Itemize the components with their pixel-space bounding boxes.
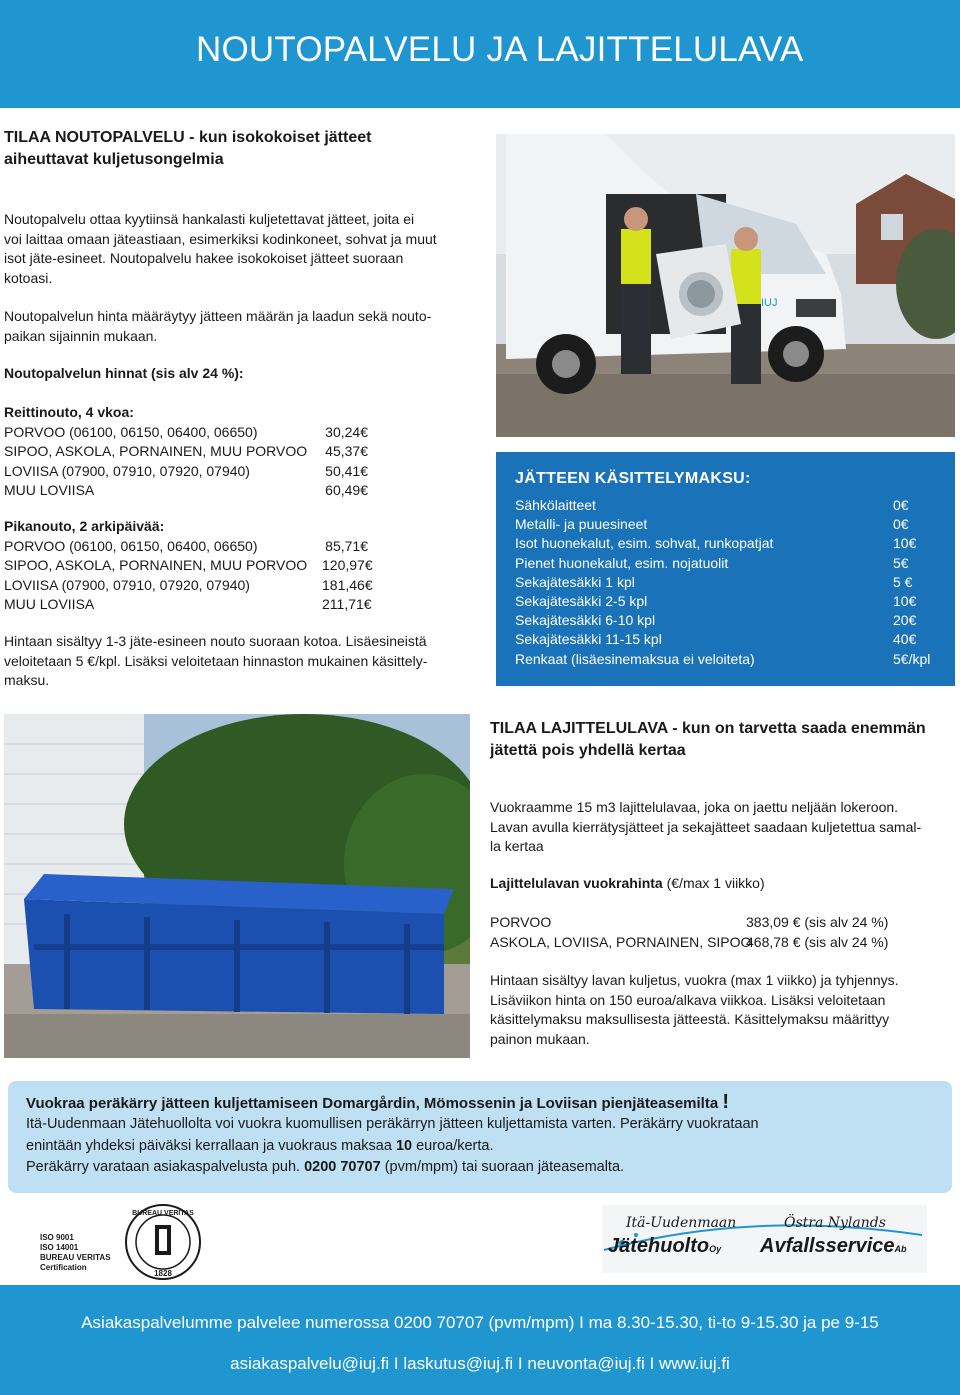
heading-line: TILAA NOUTOPALVELU - kun isokokoiset jätteet [4,129,372,146]
page-title: NOUTOPALVELU JA LAJITTELULAVA [196,30,804,69]
rent-price: 383,09 € (sis alv 24 %) [746,914,889,930]
fee-price: 5€/kpl [893,650,931,667]
text-line: Noutopalvelu ottaa kyytiinsä hankalasti kuljetettavat jätteet, joita ei [4,211,415,227]
text-line: Hintaan sisältyy 1-3 jäte-esineen nouto suoraan kotoa. Lisäesineistä [4,633,427,649]
noutopalvelu-footnote [4,632,484,691]
rent-location: ASKOLA, LOVIISA, PORNAINEN, SIPOO [490,933,752,950]
price-location: PORVOO (06100, 06150, 06400, 06650) [4,423,258,440]
price-row [4,537,368,557]
cert-line: ISO 14001 [40,1243,79,1252]
cert-line: ISO 9001 [40,1233,74,1242]
text-line: painon mukaan. [490,1030,590,1047]
text-line: Vuokraamme 15 m3 lajittelulavaa, joka on jaettu neljään lokeroon. [490,799,899,815]
certification-text [40,1233,111,1273]
fee-row [515,534,930,553]
certification-logo [36,1203,204,1281]
text-line: maksu. [4,672,50,688]
price-location: LOVIISA (07900, 07910, 07920, 07940) [4,462,250,479]
noutopalvelu-intro [4,210,484,288]
lajittelulava-footnote [490,971,955,1049]
fee-row [515,630,930,649]
fee-name: Metalli- ja puuesineet [515,516,648,533]
fee-name: Sekajätesäkki 2-5 kpl [515,593,648,610]
company-logo [602,1205,927,1273]
svg-text:BUREAU VERITAS: BUREAU VERITAS [132,1210,194,1217]
rent-price-list [490,913,888,952]
logo-fi-script: Itä-Uudenmaan [626,1215,737,1231]
fee-price: 0€ [893,497,909,513]
fee-name: Sähkölaitteet [515,497,596,513]
fee-price: 20€ [893,612,917,629]
price-value: 30,24€ [325,423,368,440]
rent-heading-bold: Lajittelulavan vuokrahinta [490,875,663,891]
fee-row [515,573,930,592]
text-line: veloitetaan 5 €/kpl. Lisäksi veloitetaan hinnaston mukainen käsittely- [4,652,428,669]
text-span: enintään yhdeksi päiväksi kerrallaan ja vuokraus maksaa [26,1137,396,1154]
heading-line: TILAA LAJITTELULAVA - kun on tarvetta saada enemmän [490,720,926,737]
logo-fi-suffix: Oy [709,1244,722,1254]
rent-price-row [490,913,888,933]
fee-name: Sekajätesäkki 1 kpl [515,573,635,590]
text-line [26,1136,759,1158]
lajittelulava-intro [490,798,955,857]
fee-price: 10€ [893,535,917,552]
price-value: 85,71€ [325,537,368,554]
price-value: 45,37€ [325,443,368,459]
cert-line: Certification [40,1263,87,1272]
price-value: 60,49€ [325,482,368,498]
fee-row [515,496,930,515]
text-line: Lisäviikon hinta on 150 euroa/alkava viikkoa. Lisäksi veloitetaan [490,991,886,1008]
svg-text:IUJ: IUJ [761,297,778,309]
fee-price: 5€ [893,554,909,571]
price-location: LOVIISA (07900, 07910, 07920, 07940) [4,576,250,593]
rent-price-heading [490,874,765,894]
fee-list [515,496,930,669]
footer-bar [0,1285,960,1395]
price-location: MUU LOVIISA [4,482,95,498]
reittinouto-heading: Reittinouto, 4 vkoa: [4,404,134,420]
logo-sv-suffix: Ab [894,1244,907,1254]
pikanouto-section [4,517,373,615]
banner-title-text: Vuokraa peräkärry jätteen kuljettamiseen Domargårdin, Mömossenin ja Loviisan pienjäteasemilta [26,1095,719,1112]
footer-service-hours: Asiakaspalvelumme palvelee numerossa 0200 70707 (pvm/mpm) I ma 8.30-15.30, ti-to 9-15.30 ja pe 9-15 [81,1313,879,1332]
rent-heading-unit: (€/max 1 viikko) [662,875,765,891]
price-location: SIPOO, ASKOLA, PORNAINEN, MUU PORVOO [4,443,308,459]
text-line: käsittelymaksu maksullisesta jätteestä. Käsittelymaksu määrittyy [490,1011,890,1027]
price-row [4,423,368,443]
price-location: SIPOO, ASKOLA, PORNAINEN, MUU PORVOO [4,557,308,573]
text-line: Itä-Uudenmaan Jätehuollolta voi vuokra kuomullisen peräkärryn jätteen kuljettamista varten. Peräkärry vuokrataan [26,1116,759,1132]
bureau-veritas-seal-icon [124,1203,202,1281]
text-line [26,1157,759,1179]
price-row [4,576,373,596]
price-location: PORVOO (06100, 06150, 06400, 06650) [4,537,258,554]
sorting-container-photo [4,714,470,1058]
fee-price: 40€ [893,631,917,648]
price-value: 50,41€ [325,462,368,479]
svg-text:1828: 1828 [154,1269,172,1278]
text-line: paikan sijainnin mukaan. [4,327,158,344]
rent-price-row [490,933,888,953]
price-value: 120,97€ [322,557,373,573]
fee-name: Sekajätesäkki 11-15 kpl [515,631,662,648]
fee-name: Sekajätesäkki 6-10 kpl [515,612,656,629]
noutopalvelu-pricing-note [4,307,484,346]
fee-price: 5 € [893,573,913,590]
text-line: Lavan avulla kierrätysjätteet ja sekajätteet saadaan kuljetettua samal- [490,818,922,835]
price-row [4,595,372,615]
fee-name: Renkaat (lisäesinemaksua ei veloiteta) [515,650,755,667]
banner-title [26,1091,729,1114]
fee-name: Isot huonekalut, esim. sohvat, runkopatjat [515,535,774,552]
text-line: Hintaan sisältyy lavan kuljetus, vuokra (max 1 viikko) ja tyhjennys. [490,972,899,988]
text-span: (pvm/mpm) tai suoraan jäteasemalta. [380,1159,625,1175]
text-line: la kertaa [490,838,544,854]
phone-number: 0200 70707 [304,1159,381,1175]
trailer-rental-banner [8,1081,952,1193]
price-row [4,462,368,482]
text-line: kotoasi. [4,269,53,286]
price-value: 211,71€ [322,596,372,612]
price-location: MUU LOVIISA [4,596,95,612]
reittinouto-section [4,403,368,501]
text-line: isot jäte-esineet. Noutopalvelu hakee isokokoiset jätteet suoraan [4,250,404,266]
heading-line: aiheuttavat kuljetusongelmia [4,151,224,168]
fee-row [515,611,930,630]
logo-sv-name [760,1235,907,1258]
fee-name: Pienet huonekalut, esim. nojatuolit [515,554,729,571]
fee-price: 10€ [893,593,917,610]
lajittelulava-heading [490,718,955,762]
noutopalvelu-heading [4,127,484,171]
text-span: Peräkärry varataan asiakaspalvelusta puh. [26,1159,305,1175]
price-row [4,556,373,576]
processing-fee-box [496,452,955,686]
logo-fi-word: Jätehuolto [608,1235,710,1257]
banner-body [26,1114,759,1179]
van-photo [496,134,955,437]
fee-row [515,554,930,573]
banner-exclaim: ! [722,1091,730,1113]
footer-contacts[interactable]: asiakaspalvelu@iuj.fi I laskutus@iuj.fi I neuvonta@iuj.fi I www.iuj.fi [230,1354,730,1373]
text-line: voi laittaa omaan jäteastiaan, esimerkiksi kodinkoneet, sohvat ja muut [4,230,437,247]
rent-location: PORVOO [490,914,552,930]
logo-sv-word: Avfallsservice [760,1235,895,1257]
logo-fi-name [608,1235,721,1258]
pikanouto-heading: Pikanouto, 2 arkipäivää: [4,518,165,534]
processing-fee-title: JÄTTEEN KÄSITTELYMAKSU: [515,470,751,487]
fee-price: 0€ [893,516,909,533]
text-span: euroa/kerta. [412,1137,494,1154]
fee-row [515,515,930,534]
cert-line: BUREAU VERITAS [40,1253,111,1262]
price-value: 181,46€ [322,576,373,593]
fee-row [515,592,930,611]
text-line: Noutopalvelun hinta määräytyy jätteen määrän ja laadun sekä nouto- [4,308,432,324]
prices-heading: Noutopalvelun hinnat (sis alv 24 %): [4,365,244,381]
price-row [4,481,368,501]
logo-sv-script: Östra Nylands [784,1215,886,1231]
fee-row [515,650,930,669]
price-row [4,442,368,462]
rent-price: 468,78 € (sis alv 24 %) [746,933,889,950]
rental-price: 10 [395,1137,413,1154]
heading-line: jätettä pois yhdellä kertaa [490,742,686,759]
